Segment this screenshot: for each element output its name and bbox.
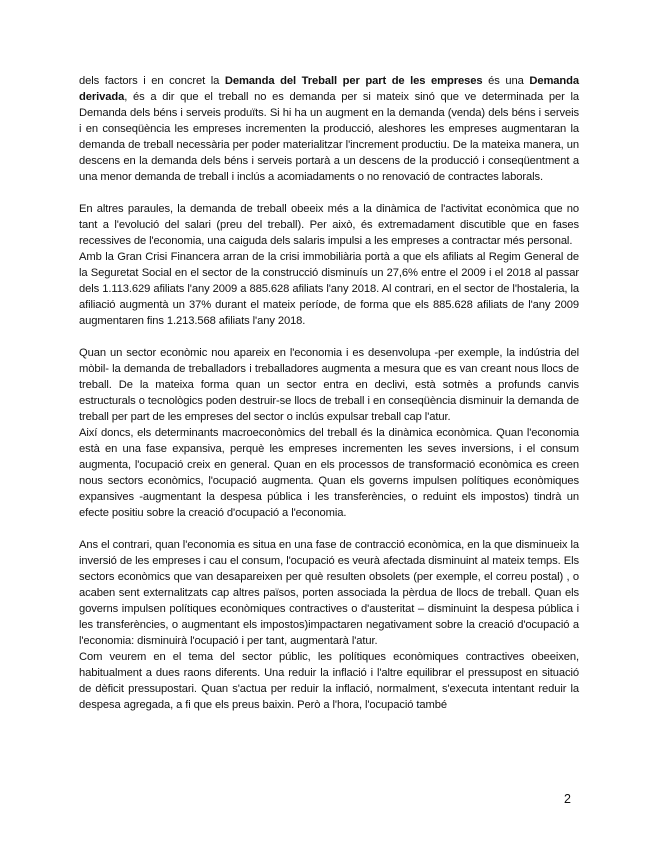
page-body bbox=[79, 73, 579, 713]
paragraph bbox=[79, 425, 579, 521]
text-segment: Així doncs, els determinants macroeconòmics del treball és la dinàmica econòmica. Quan l'economia està en una fase expansiva, perquè les empreses incrementen les seves inversions, i el consum augmenta, l'ocupació creix en general. Quan en els processos de transformació econòmica es creen nous sectors econòmics, l'ocupació augmenta. Quan els governs impulsen polítiques econòmiques expansives -augmentant la despesa pública i les transferències, o reduint els impostos) tindrà un efecte positiu sobre la creació d'ocupació a l'economia. bbox=[79, 427, 579, 519]
paragraph bbox=[79, 201, 579, 249]
bold-text-segment: Demanda del Treball per part de les empreses bbox=[224, 75, 483, 87]
text-segment: En altres paraules, la demanda de treball obeeix més a la dinàmica de l'activitat econòmica que no tant a l'evolució del salari (preu del treball). Per això, és extremadament discutible que en fases recessives de l'economia, una caiguda dels salaris impulsi a les empreses a contractar més personal. bbox=[79, 203, 579, 247]
paragraph bbox=[79, 537, 579, 649]
text-segment: Amb la Gran Crisi Financera arran de la crisi immobiliària portà a que els afiliats al Regim General de la Seguretat Social en el sector de la construcció disminuís un 27,6% entre el 2009 i el 2018 al passar dels 1.113.629 afiliats l'any 2009 a 885.628 afiliats l'any 2018. Al contrari, en el sector de l'hostaleria, la afiliació augmentà un 37% durant el mateix període, de forma que els 885.628 afiliats de l'any 2009 augmentaren fins 1.213.568 afiliats l'any 2018. bbox=[79, 251, 579, 327]
text-segment: Ans el contrari, quan l'economia es situa en una fase de contracció econòmica, en la que disminueix la inversió de les empreses i cau el consum, l'ocupació es veurà afectada disminuint al mateix temps. Els sectors econòmics que van desapareixen per què resulten obsolets (per exemple, el correu postal) , o acaben sent externalitzats cap altres països, porten associada la pèrdua de llocs de treball. Quan els governs impulsen polítiques econòmiques contractives o d'austeritat – disminuint la despesa pública i les transferències, o augmentant els impostos)impactaren negativament sobre la creació d'ocupació a l'economia: disminuirà l'ocupació i per tant, augmentarà l'atur. bbox=[79, 539, 579, 647]
text-segment: dels factors i en concret la bbox=[79, 75, 225, 87]
paragraph bbox=[79, 249, 579, 329]
paragraph-spacer bbox=[79, 329, 579, 345]
paragraph bbox=[79, 73, 579, 185]
text-segment: , és a dir que el treball no es demanda per si mateix sinó que ve determinada per la Demanda dels béns i serveis produïts. Si hi ha un augment en la demanda (venda) dels béns i serveis i en conseqüència les empreses incrementen la producció, aleshores les empreses augmentaran la demanda de treball necessària per poder materialitzar l'increment productiu. De la mateixa manera, un descens en la demanda dels béns i serveis portarà a un descens de la producció i conseqüentment a una menor demanda de treball i inclús a acomiadaments o no renovació de contractes laborals. bbox=[79, 91, 579, 183]
page-number: 2 bbox=[564, 792, 571, 806]
text-segment: Com veurem en el tema del sector públic, les polítiques econòmiques contractives obeeixen, habitualment a dues raons diferents. Una reduir la inflació i l'altre equilibrar el pressupost en situació de dèficit pressupostari. Quan s'actua per reduir la inflació, normalment, s'executa intentant reduir la despesa agregada, a fi que els preus baixin. Però a l'hora, l'ocupació també bbox=[79, 651, 579, 711]
paragraph-spacer bbox=[79, 521, 579, 537]
paragraph bbox=[79, 345, 579, 425]
bold-text-segment: Demanda derivada bbox=[79, 75, 580, 103]
text-segment: Quan un sector econòmic nou apareix en l'economia i es desenvolupa -per exemple, la indústria del mòbil- la demanda de treballadors i treballadores augmenta a mesura que es van creant nous llocs de treball. De la mateixa forma quan un sector entra en declivi, està sotmès a profunds canvis estructurals o tecnològics poden destruir-se llocs de treball i en conseqüència disminuir la demanda de treball per part de les empreses del sector o inclús expulsar treball cap l'atur. bbox=[79, 347, 579, 423]
text-segment: és una bbox=[482, 75, 530, 87]
paragraph-spacer bbox=[79, 185, 579, 201]
paragraph bbox=[79, 649, 579, 713]
